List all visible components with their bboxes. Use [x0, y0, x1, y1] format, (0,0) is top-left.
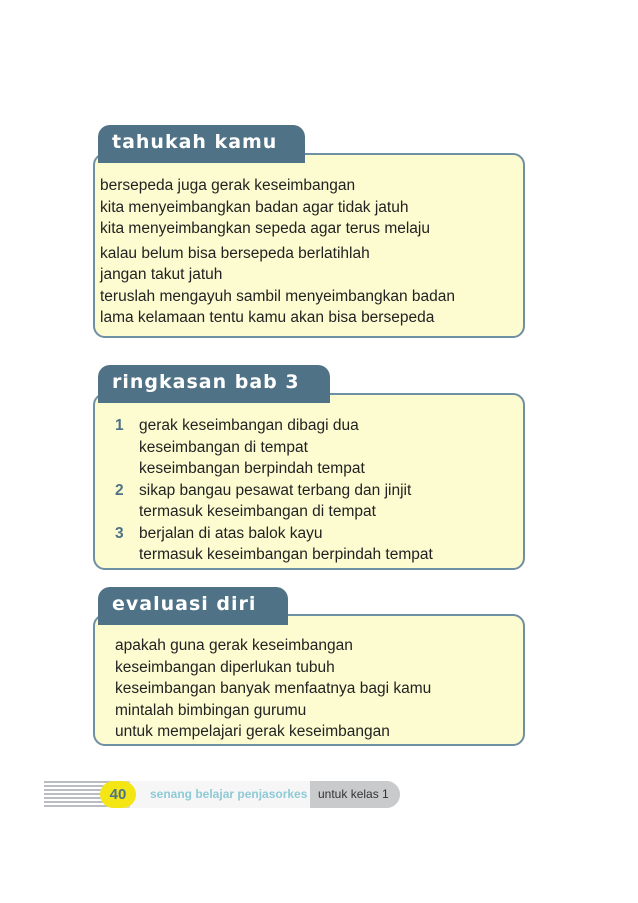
item-line: berjalan di atas balok kayu [139, 524, 323, 542]
text-line: lama kelamaan tentu kamu akan bisa bersepeda [100, 309, 435, 326]
item-line: keseimbangan berpindah tempat [139, 460, 365, 477]
text-line: mintalah bimbingan gurumu [115, 701, 307, 719]
evaluasi-text [115, 635, 431, 743]
item-line: termasuk keseimbangan di tempat [139, 503, 376, 520]
item-number: 2 [115, 481, 124, 499]
text-line: kita menyeimbangkan badan agar tidak jatuh [100, 198, 409, 216]
text-line: keseimbangan banyak menfaatnya bagi kamu [115, 680, 432, 697]
tahukah-kamu-text [100, 175, 455, 329]
list-item [115, 415, 433, 480]
item-line: sikap bangau pesawat terbang dan jinjit [139, 481, 412, 499]
evaluasi-title: evaluasi diri [98, 587, 288, 625]
list-item [115, 523, 433, 566]
tahukah-kamu-box [93, 153, 525, 338]
text-line: apakah guna gerak keseimbangan [115, 637, 353, 654]
text-line: kalau belum bisa bersepeda berlatihlah [100, 244, 370, 262]
text-line: keseimbangan diperlukan tubuh [115, 658, 335, 676]
evaluasi-box [93, 614, 525, 746]
text-line: kita menyeimbangkan sepeda agar terus melaju [100, 220, 430, 237]
item-line: gerak keseimbangan dibagi dua [139, 417, 359, 434]
text-line: untuk mempelajari gerak keseimbangan [115, 723, 390, 740]
tahukah-kamu-title: tahukah kamu [98, 125, 305, 163]
page-number: 40 [100, 781, 136, 808]
text-line: bersepeda juga gerak keseimbangan [100, 177, 356, 194]
text-line: teruslah mengayuh sambil menyeimbangkan badan [100, 287, 455, 305]
list-item [115, 480, 433, 523]
ringkasan-box [93, 393, 525, 570]
text-line: jangan takut jatuh [100, 266, 223, 283]
ringkasan-title: ringkasan bab 3 [98, 365, 330, 403]
ringkasan-list [115, 415, 433, 566]
book-title: senang belajar penjasorkes [150, 787, 308, 801]
item-line: termasuk keseimbangan berpindah tempat [139, 546, 433, 563]
item-number: 3 [115, 524, 124, 542]
grade-label: untuk kelas 1 [318, 787, 389, 801]
item-line: keseimbangan di tempat [139, 438, 308, 456]
item-number: 1 [115, 417, 124, 434]
